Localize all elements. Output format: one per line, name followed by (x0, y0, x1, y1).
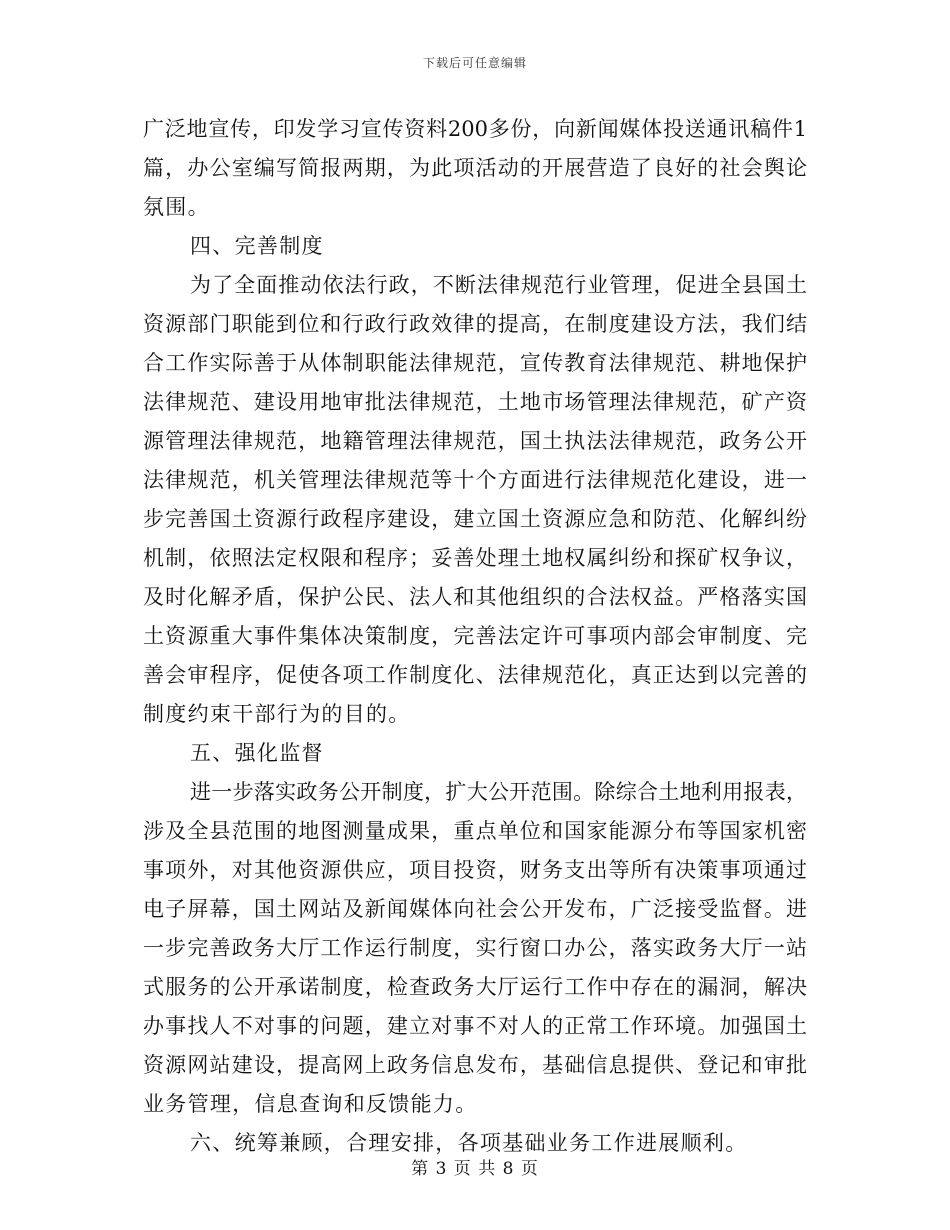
paragraph-line: 合工作实际善于从体制职能法律规范，宣传教育法律规范、耕地保护 (143, 351, 807, 375)
paragraph-line: 资源部门职能到位和行政行政效律的提高，在制度建设方法，我们结 (143, 312, 807, 336)
paragraph-line: 源管理法律规范，地籍管理法律规范，国土执法法律规范，政务公开 (143, 429, 807, 453)
paragraph-line: 及时化解矛盾，保护公民、法人和其他组织的合法权益。严格落实国 (143, 585, 807, 609)
paragraph-line: 法律规范、建设用地审批法律规范，土地市场管理法律规范，矿产资 (143, 390, 807, 414)
paragraph-line: 氛围。 (143, 195, 210, 219)
paragraph-line: 式服务的公开承诺制度，检查政务大厅运行工作中存在的漏洞，解决 (143, 975, 807, 999)
document-body (143, 110, 807, 1163)
paragraph-line: 法律规范，机关管理法律规范等十个方面进行法律规范化建设，进一 (143, 468, 807, 492)
section-heading: 四、完善制度 (190, 234, 324, 258)
page-number: 第 3 页 共 8 页 (411, 1159, 539, 1179)
paragraph-line: 进一步落实政务公开制度，扩大公开范围。除综合土地利用报表， (190, 780, 807, 804)
paragraph-line: 土资源重大事件集体决策制度，完善法定许可事项内部会审制度、完 (143, 624, 807, 648)
paragraph-line: 制度约束干部行为的目的。 (143, 702, 411, 726)
paragraph-line: 为了全面推动依法行政，不断法律规范行业管理，促进全县国土 (190, 273, 807, 297)
paragraph-line: 广泛地宣传，印发学习宣传资料200多份，向新闻媒体投送通讯稿件1 (143, 117, 807, 141)
section-heading: 五、强化监督 (190, 741, 324, 765)
paragraph-line: 电子屏幕，国土网站及新闻媒体向社会公开发布，广泛接受监督。进 (143, 897, 807, 921)
paragraph-line: 篇，办公室编写简报两期，为此项活动的开展营造了良好的社会舆论 (143, 156, 807, 180)
paragraph-line: 步完善国土资源行政程序建设，建立国土资源应急和防范、化解纠纷 (143, 507, 807, 531)
paragraph-line: 一步完善政务大厅工作运行制度，实行窗口办公，落实政务大厅一站 (143, 936, 807, 960)
section-heading: 六、统筹兼顾，合理安排，各项基础业务工作进展顺利。 (190, 1131, 748, 1155)
paragraph-line: 业务管理，信息查询和反馈能力。 (143, 1092, 478, 1116)
paragraph-line: 涉及全县范围的地图测量成果，重点单位和国家能源分布等国家机密 (143, 819, 807, 843)
paragraph-line: 机制，依照法定权限和程序；妥善处理土地权属纠纷和探矿权争议， (143, 546, 807, 570)
paragraph-line: 办事找人不对事的问题，建立对事不对人的正常工作环境。加强国土 (143, 1014, 807, 1038)
paragraph-line: 善会审程序，促使各项工作制度化、法律规范化，真正达到以完善的 (143, 663, 807, 687)
page-header: 下载后可任意编辑 (422, 56, 527, 70)
paragraph-line: 资源网站建设，提高网上政务信息发布，基础信息提供、登记和审批 (143, 1053, 807, 1077)
paragraph-line: 事项外，对其他资源供应，项目投资，财务支出等所有决策事项通过 (143, 858, 807, 882)
